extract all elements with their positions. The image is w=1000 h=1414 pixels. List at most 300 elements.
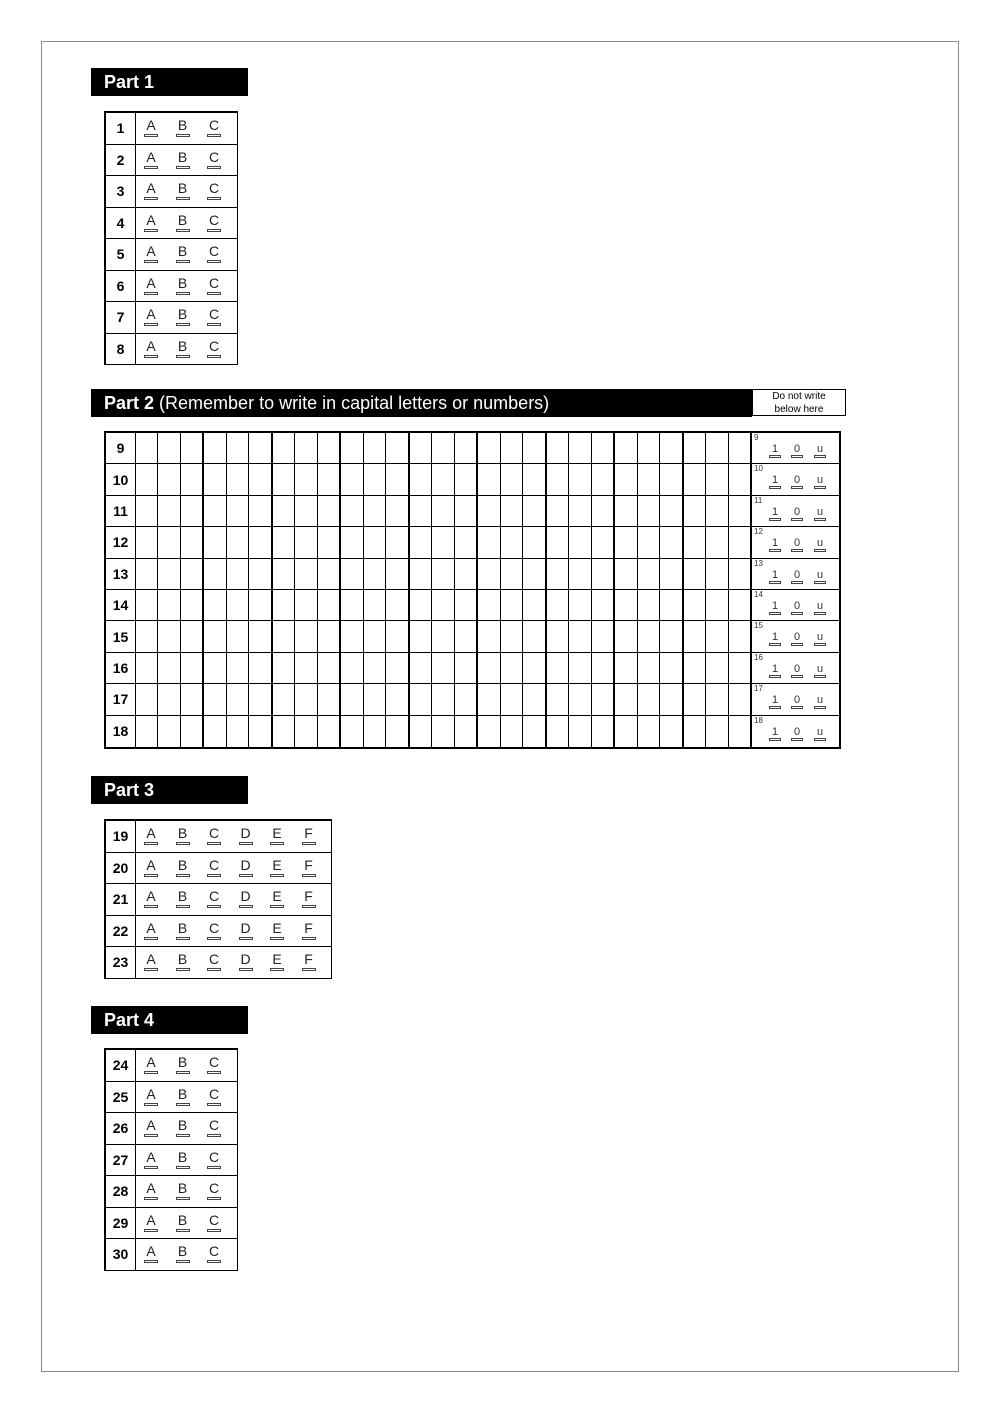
letter-box[interactable] xyxy=(204,496,226,526)
option-bubble[interactable] xyxy=(176,874,190,877)
letter-box[interactable] xyxy=(592,653,615,683)
mark-bubble[interactable] xyxy=(791,581,803,584)
letter-box[interactable] xyxy=(158,464,180,494)
answer-option-f[interactable] xyxy=(300,947,332,978)
letter-box[interactable] xyxy=(158,559,180,589)
letter-box[interactable] xyxy=(158,527,180,557)
letter-box[interactable] xyxy=(227,653,249,683)
answer-option-c[interactable] xyxy=(205,1082,237,1113)
letter-box[interactable] xyxy=(227,496,249,526)
answer-option-b[interactable] xyxy=(174,947,206,978)
option-bubble[interactable] xyxy=(144,134,158,137)
letter-box[interactable] xyxy=(364,716,386,747)
answer-option-b[interactable] xyxy=(174,145,206,176)
answer-option-a[interactable] xyxy=(142,1208,174,1239)
letter-box[interactable] xyxy=(249,653,272,683)
answer-option-f[interactable] xyxy=(300,884,332,915)
letter-box[interactable] xyxy=(547,653,569,683)
option-bubble[interactable] xyxy=(239,842,253,845)
letter-box[interactable] xyxy=(660,684,683,714)
answer-option-d[interactable] xyxy=(237,884,269,915)
letter-box[interactable] xyxy=(523,590,546,620)
letter-box[interactable] xyxy=(249,527,272,557)
letter-box[interactable] xyxy=(341,464,363,494)
letter-box[interactable] xyxy=(455,716,478,747)
answer-option-a[interactable] xyxy=(142,145,174,176)
letter-box[interactable] xyxy=(455,527,478,557)
letter-box[interactable] xyxy=(615,716,637,747)
letter-box[interactable] xyxy=(706,684,728,714)
letter-box[interactable] xyxy=(158,621,180,651)
letter-box[interactable] xyxy=(547,527,569,557)
letter-box[interactable] xyxy=(364,433,386,463)
letter-box[interactable] xyxy=(432,527,454,557)
letter-box[interactable] xyxy=(181,496,204,526)
answer-option-a[interactable] xyxy=(142,239,174,270)
option-bubble[interactable] xyxy=(207,1197,221,1200)
answer-option-b[interactable] xyxy=(174,334,206,365)
letter-box[interactable] xyxy=(455,653,478,683)
letter-box[interactable] xyxy=(501,716,523,747)
letter-box[interactable] xyxy=(158,590,180,620)
answer-option-a[interactable] xyxy=(142,113,174,144)
letter-box[interactable] xyxy=(249,590,272,620)
letter-box[interactable] xyxy=(547,433,569,463)
option-bubble[interactable] xyxy=(207,1103,221,1106)
letter-box[interactable] xyxy=(273,464,295,494)
letter-box[interactable] xyxy=(547,496,569,526)
letter-box[interactable] xyxy=(295,527,317,557)
option-bubble[interactable] xyxy=(176,166,190,169)
letter-box[interactable] xyxy=(501,527,523,557)
answer-option-b[interactable] xyxy=(174,853,206,884)
letter-box[interactable] xyxy=(318,433,341,463)
letter-box[interactable] xyxy=(523,653,546,683)
letter-box[interactable] xyxy=(660,496,683,526)
letter-box[interactable] xyxy=(523,684,546,714)
answer-option-b[interactable] xyxy=(174,1082,206,1113)
letter-box[interactable] xyxy=(364,621,386,651)
answer-option-c[interactable] xyxy=(205,302,237,333)
letter-box[interactable] xyxy=(273,559,295,589)
letter-box[interactable] xyxy=(684,684,706,714)
mark-bubble[interactable] xyxy=(814,486,826,489)
answer-option-a[interactable] xyxy=(142,884,174,915)
letter-box[interactable] xyxy=(136,653,158,683)
letter-box[interactable] xyxy=(432,653,454,683)
letter-box[interactable] xyxy=(729,716,750,747)
letter-box[interactable] xyxy=(295,433,317,463)
letter-box[interactable] xyxy=(729,684,750,714)
letter-box[interactable] xyxy=(478,590,500,620)
option-bubble[interactable] xyxy=(207,1166,221,1169)
answer-option-a[interactable] xyxy=(142,1082,174,1113)
option-bubble[interactable] xyxy=(270,874,284,877)
letter-box[interactable] xyxy=(341,527,363,557)
mark-bubble[interactable] xyxy=(814,549,826,552)
letter-box[interactable] xyxy=(318,621,341,651)
letter-box[interactable] xyxy=(478,684,500,714)
option-bubble[interactable] xyxy=(176,355,190,358)
option-bubble[interactable] xyxy=(144,1260,158,1263)
letter-box[interactable] xyxy=(615,527,637,557)
letter-box[interactable] xyxy=(273,433,295,463)
option-bubble[interactable] xyxy=(176,197,190,200)
answer-option-d[interactable] xyxy=(237,947,269,978)
answer-option-a[interactable] xyxy=(142,1113,174,1144)
letter-box[interactable] xyxy=(158,716,180,747)
answer-option-c[interactable] xyxy=(205,1145,237,1176)
letter-box[interactable] xyxy=(592,464,615,494)
letter-box[interactable] xyxy=(638,527,660,557)
letter-box[interactable] xyxy=(410,496,432,526)
letter-box[interactable] xyxy=(341,590,363,620)
answer-option-a[interactable] xyxy=(142,208,174,239)
letter-box[interactable] xyxy=(410,684,432,714)
option-bubble[interactable] xyxy=(207,968,221,971)
letter-box[interactable] xyxy=(136,590,158,620)
letter-box[interactable] xyxy=(547,590,569,620)
letter-box[interactable] xyxy=(386,464,409,494)
letter-box[interactable] xyxy=(249,433,272,463)
letter-box[interactable] xyxy=(615,621,637,651)
letter-box[interactable] xyxy=(615,496,637,526)
letter-box[interactable] xyxy=(729,496,750,526)
option-bubble[interactable] xyxy=(144,1071,158,1074)
option-bubble[interactable] xyxy=(207,197,221,200)
mark-bubble[interactable] xyxy=(791,549,803,552)
option-bubble[interactable] xyxy=(176,134,190,137)
letter-box[interactable] xyxy=(478,496,500,526)
letter-box[interactable] xyxy=(341,433,363,463)
option-bubble[interactable] xyxy=(207,260,221,263)
answer-option-c[interactable] xyxy=(205,884,237,915)
letter-box[interactable] xyxy=(295,621,317,651)
answer-option-b[interactable] xyxy=(174,821,206,852)
letter-box[interactable] xyxy=(295,716,317,747)
letter-box[interactable] xyxy=(227,559,249,589)
answer-option-c[interactable] xyxy=(205,239,237,270)
letter-box[interactable] xyxy=(410,527,432,557)
letter-box[interactable] xyxy=(455,496,478,526)
letter-box[interactable] xyxy=(386,653,409,683)
letter-box[interactable] xyxy=(364,527,386,557)
letter-box[interactable] xyxy=(181,527,204,557)
letter-box[interactable] xyxy=(729,653,750,683)
option-bubble[interactable] xyxy=(302,874,316,877)
option-bubble[interactable] xyxy=(207,1260,221,1263)
answer-option-c[interactable] xyxy=(205,1208,237,1239)
option-bubble[interactable] xyxy=(207,842,221,845)
letter-box[interactable] xyxy=(136,527,158,557)
answer-option-c[interactable] xyxy=(205,271,237,302)
letter-box[interactable] xyxy=(227,527,249,557)
letter-box[interactable] xyxy=(158,433,180,463)
option-bubble[interactable] xyxy=(144,842,158,845)
option-bubble[interactable] xyxy=(302,968,316,971)
letter-box[interactable] xyxy=(364,684,386,714)
option-bubble[interactable] xyxy=(207,874,221,877)
letter-box[interactable] xyxy=(158,496,180,526)
mark-bubble[interactable] xyxy=(769,518,781,521)
letter-box[interactable] xyxy=(523,621,546,651)
letter-box[interactable] xyxy=(660,433,683,463)
letter-box[interactable] xyxy=(615,684,637,714)
letter-box[interactable] xyxy=(227,464,249,494)
letter-box[interactable] xyxy=(295,464,317,494)
letter-box[interactable] xyxy=(455,559,478,589)
letter-box[interactable] xyxy=(318,559,341,589)
letter-box[interactable] xyxy=(295,590,317,620)
option-bubble[interactable] xyxy=(302,842,316,845)
letter-box[interactable] xyxy=(478,433,500,463)
letter-box[interactable] xyxy=(295,653,317,683)
letter-box[interactable] xyxy=(273,590,295,620)
answer-option-b[interactable] xyxy=(174,884,206,915)
letter-box[interactable] xyxy=(364,653,386,683)
letter-box[interactable] xyxy=(364,590,386,620)
letter-box[interactable] xyxy=(569,684,591,714)
answer-option-d[interactable] xyxy=(237,821,269,852)
answer-option-a[interactable] xyxy=(142,947,174,978)
option-bubble[interactable] xyxy=(207,323,221,326)
letter-box[interactable] xyxy=(706,621,728,651)
option-bubble[interactable] xyxy=(239,937,253,940)
letter-box[interactable] xyxy=(136,621,158,651)
answer-option-e[interactable] xyxy=(268,884,300,915)
option-bubble[interactable] xyxy=(207,1229,221,1232)
letter-box[interactable] xyxy=(615,653,637,683)
answer-option-c[interactable] xyxy=(205,145,237,176)
letter-box[interactable] xyxy=(386,527,409,557)
mark-bubble[interactable] xyxy=(769,455,781,458)
letter-box[interactable] xyxy=(729,433,750,463)
answer-option-b[interactable] xyxy=(174,271,206,302)
option-bubble[interactable] xyxy=(207,166,221,169)
letter-box[interactable] xyxy=(181,590,204,620)
letter-box[interactable] xyxy=(432,621,454,651)
option-bubble[interactable] xyxy=(270,968,284,971)
mark-bubble[interactable] xyxy=(769,549,781,552)
letter-box[interactable] xyxy=(478,621,500,651)
letter-box[interactable] xyxy=(523,559,546,589)
option-bubble[interactable] xyxy=(176,1134,190,1137)
option-bubble[interactable] xyxy=(144,197,158,200)
letter-box[interactable] xyxy=(341,716,363,747)
letter-box[interactable] xyxy=(478,527,500,557)
option-bubble[interactable] xyxy=(207,134,221,137)
option-bubble[interactable] xyxy=(207,292,221,295)
mark-bubble[interactable] xyxy=(791,643,803,646)
answer-option-c[interactable] xyxy=(205,916,237,947)
answer-option-e[interactable] xyxy=(268,916,300,947)
letter-box[interactable] xyxy=(386,496,409,526)
letter-box[interactable] xyxy=(181,684,204,714)
letter-box[interactable] xyxy=(136,464,158,494)
option-bubble[interactable] xyxy=(270,842,284,845)
letter-box[interactable] xyxy=(684,716,706,747)
letter-box[interactable] xyxy=(181,433,204,463)
option-bubble[interactable] xyxy=(270,905,284,908)
letter-box[interactable] xyxy=(249,559,272,589)
letter-box[interactable] xyxy=(455,684,478,714)
answer-option-b[interactable] xyxy=(174,1113,206,1144)
letter-box[interactable] xyxy=(432,433,454,463)
letter-box[interactable] xyxy=(341,496,363,526)
mark-bubble[interactable] xyxy=(769,486,781,489)
option-bubble[interactable] xyxy=(144,229,158,232)
letter-box[interactable] xyxy=(592,496,615,526)
letter-box[interactable] xyxy=(455,590,478,620)
answer-option-a[interactable] xyxy=(142,176,174,207)
letter-box[interactable] xyxy=(729,527,750,557)
answer-option-b[interactable] xyxy=(174,1208,206,1239)
letter-box[interactable] xyxy=(592,433,615,463)
option-bubble[interactable] xyxy=(176,968,190,971)
answer-option-c[interactable] xyxy=(205,1113,237,1144)
option-bubble[interactable] xyxy=(144,1166,158,1169)
letter-box[interactable] xyxy=(684,433,706,463)
letter-box[interactable] xyxy=(136,559,158,589)
letter-box[interactable] xyxy=(273,621,295,651)
option-bubble[interactable] xyxy=(144,1229,158,1232)
answer-option-f[interactable] xyxy=(300,916,332,947)
letter-box[interactable] xyxy=(638,684,660,714)
letter-box[interactable] xyxy=(478,653,500,683)
letter-box[interactable] xyxy=(592,716,615,747)
letter-box[interactable] xyxy=(660,559,683,589)
mark-bubble[interactable] xyxy=(769,675,781,678)
letter-box[interactable] xyxy=(592,684,615,714)
mark-bubble[interactable] xyxy=(814,455,826,458)
letter-box[interactable] xyxy=(638,716,660,747)
letter-box[interactable] xyxy=(729,621,750,651)
option-bubble[interactable] xyxy=(176,292,190,295)
answer-option-a[interactable] xyxy=(142,302,174,333)
letter-box[interactable] xyxy=(638,559,660,589)
letter-box[interactable] xyxy=(706,433,728,463)
letter-box[interactable] xyxy=(592,559,615,589)
letter-box[interactable] xyxy=(136,716,158,747)
option-bubble[interactable] xyxy=(176,323,190,326)
answer-option-f[interactable] xyxy=(300,821,332,852)
letter-box[interactable] xyxy=(273,684,295,714)
letter-box[interactable] xyxy=(592,527,615,557)
mark-bubble[interactable] xyxy=(769,643,781,646)
letter-box[interactable] xyxy=(318,684,341,714)
letter-box[interactable] xyxy=(204,527,226,557)
letter-box[interactable] xyxy=(227,621,249,651)
answer-option-b[interactable] xyxy=(174,1239,206,1270)
letter-box[interactable] xyxy=(706,590,728,620)
answer-option-c[interactable] xyxy=(205,821,237,852)
mark-bubble[interactable] xyxy=(814,675,826,678)
answer-option-b[interactable] xyxy=(174,113,206,144)
answer-option-b[interactable] xyxy=(174,1145,206,1176)
letter-box[interactable] xyxy=(249,621,272,651)
letter-box[interactable] xyxy=(386,433,409,463)
option-bubble[interactable] xyxy=(144,323,158,326)
mark-bubble[interactable] xyxy=(769,612,781,615)
letter-box[interactable] xyxy=(501,559,523,589)
letter-box[interactable] xyxy=(523,433,546,463)
letter-box[interactable] xyxy=(638,621,660,651)
option-bubble[interactable] xyxy=(144,355,158,358)
letter-box[interactable] xyxy=(136,684,158,714)
mark-bubble[interactable] xyxy=(791,455,803,458)
option-bubble[interactable] xyxy=(144,166,158,169)
option-bubble[interactable] xyxy=(144,937,158,940)
answer-option-e[interactable] xyxy=(268,947,300,978)
letter-box[interactable] xyxy=(684,653,706,683)
option-bubble[interactable] xyxy=(144,260,158,263)
letter-box[interactable] xyxy=(295,684,317,714)
letter-box[interactable] xyxy=(706,496,728,526)
letter-box[interactable] xyxy=(638,653,660,683)
answer-option-a[interactable] xyxy=(142,1050,174,1081)
letter-box[interactable] xyxy=(273,716,295,747)
letter-box[interactable] xyxy=(318,716,341,747)
letter-box[interactable] xyxy=(684,496,706,526)
answer-option-e[interactable] xyxy=(268,853,300,884)
answer-option-b[interactable] xyxy=(174,239,206,270)
letter-box[interactable] xyxy=(249,716,272,747)
option-bubble[interactable] xyxy=(144,1197,158,1200)
letter-box[interactable] xyxy=(227,590,249,620)
letter-box[interactable] xyxy=(386,590,409,620)
letter-box[interactable] xyxy=(204,590,226,620)
letter-box[interactable] xyxy=(569,527,591,557)
letter-box[interactable] xyxy=(410,621,432,651)
mark-bubble[interactable] xyxy=(791,738,803,741)
letter-box[interactable] xyxy=(410,433,432,463)
letter-box[interactable] xyxy=(455,464,478,494)
letter-box[interactable] xyxy=(592,621,615,651)
letter-box[interactable] xyxy=(204,433,226,463)
letter-box[interactable] xyxy=(706,559,728,589)
letter-box[interactable] xyxy=(249,684,272,714)
letter-box[interactable] xyxy=(432,496,454,526)
letter-box[interactable] xyxy=(318,527,341,557)
option-bubble[interactable] xyxy=(270,937,284,940)
answer-option-a[interactable] xyxy=(142,334,174,365)
letter-box[interactable] xyxy=(318,653,341,683)
letter-box[interactable] xyxy=(729,464,750,494)
letter-box[interactable] xyxy=(341,621,363,651)
letter-box[interactable] xyxy=(432,464,454,494)
option-bubble[interactable] xyxy=(176,905,190,908)
option-bubble[interactable] xyxy=(239,905,253,908)
option-bubble[interactable] xyxy=(176,229,190,232)
letter-box[interactable] xyxy=(523,496,546,526)
letter-box[interactable] xyxy=(615,590,637,620)
option-bubble[interactable] xyxy=(144,968,158,971)
mark-bubble[interactable] xyxy=(814,581,826,584)
option-bubble[interactable] xyxy=(144,905,158,908)
letter-box[interactable] xyxy=(410,653,432,683)
letter-box[interactable] xyxy=(684,527,706,557)
answer-option-c[interactable] xyxy=(205,334,237,365)
letter-box[interactable] xyxy=(386,559,409,589)
letter-box[interactable] xyxy=(181,559,204,589)
option-bubble[interactable] xyxy=(176,1229,190,1232)
letter-box[interactable] xyxy=(569,496,591,526)
answer-option-a[interactable] xyxy=(142,1145,174,1176)
letter-box[interactable] xyxy=(158,684,180,714)
letter-box[interactable] xyxy=(455,621,478,651)
letter-box[interactable] xyxy=(729,590,750,620)
letter-box[interactable] xyxy=(227,684,249,714)
